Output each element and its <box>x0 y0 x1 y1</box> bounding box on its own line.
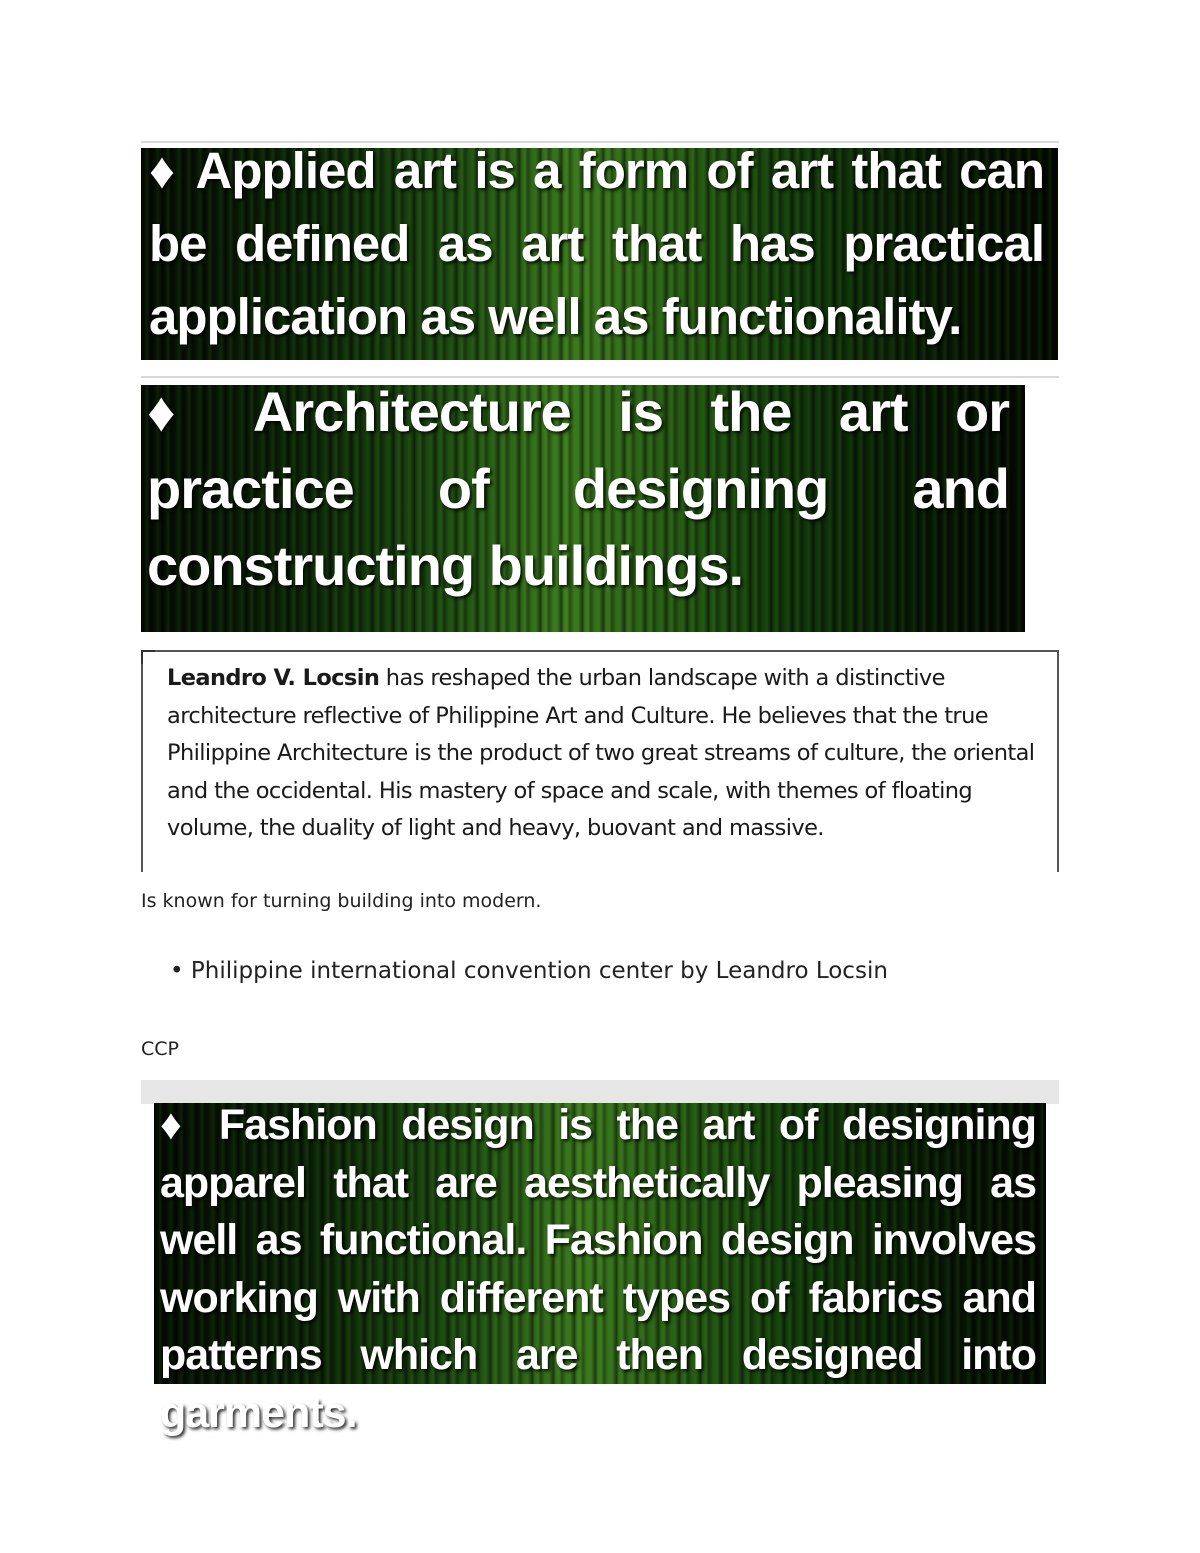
picc-bullet-item: • Philippine international convention center by Leandro Locsin <box>170 958 888 984</box>
locsin-excerpt-image <box>141 650 1059 872</box>
architecture-definition: ♦ Architecture is the art or practice of designing and constructing buildings. <box>147 380 1009 597</box>
locsin-name: Leandro V. Locsin <box>167 665 380 691</box>
applied-art-definition: ♦ Applied art is a form of art that can be defined as art that has practical application as well as functionality. <box>149 142 1044 345</box>
architecture-slide-image <box>141 380 1025 632</box>
fashion-design-slide-image <box>154 1101 1046 1437</box>
locsin-description: has reshaped the urban landscape with a distinctive architecture reflective of Philippine Art and Culture. He believes that the true Philippine Architecture is the product of two great streams of culture, the oriental and the occidental. His mastery of space and scale, with themes of floating volume, the duality of light and heavy, buovant and massive. <box>167 665 1035 842</box>
ccp-label: CCP <box>141 1038 179 1060</box>
cursor-mark <box>141 650 155 664</box>
fashion-design-definition: ♦ Fashion design is the art of designing apparel that are aesthetically pleasing as well as functional. Fashion design involves working with different types of fabrics and patterns which are then designed into garments. <box>160 1101 1036 1437</box>
locsin-paragraph <box>143 652 1057 848</box>
known-for-note: Is known for turning building into modern. <box>141 890 542 912</box>
applied-art-slide-image <box>141 142 1058 360</box>
